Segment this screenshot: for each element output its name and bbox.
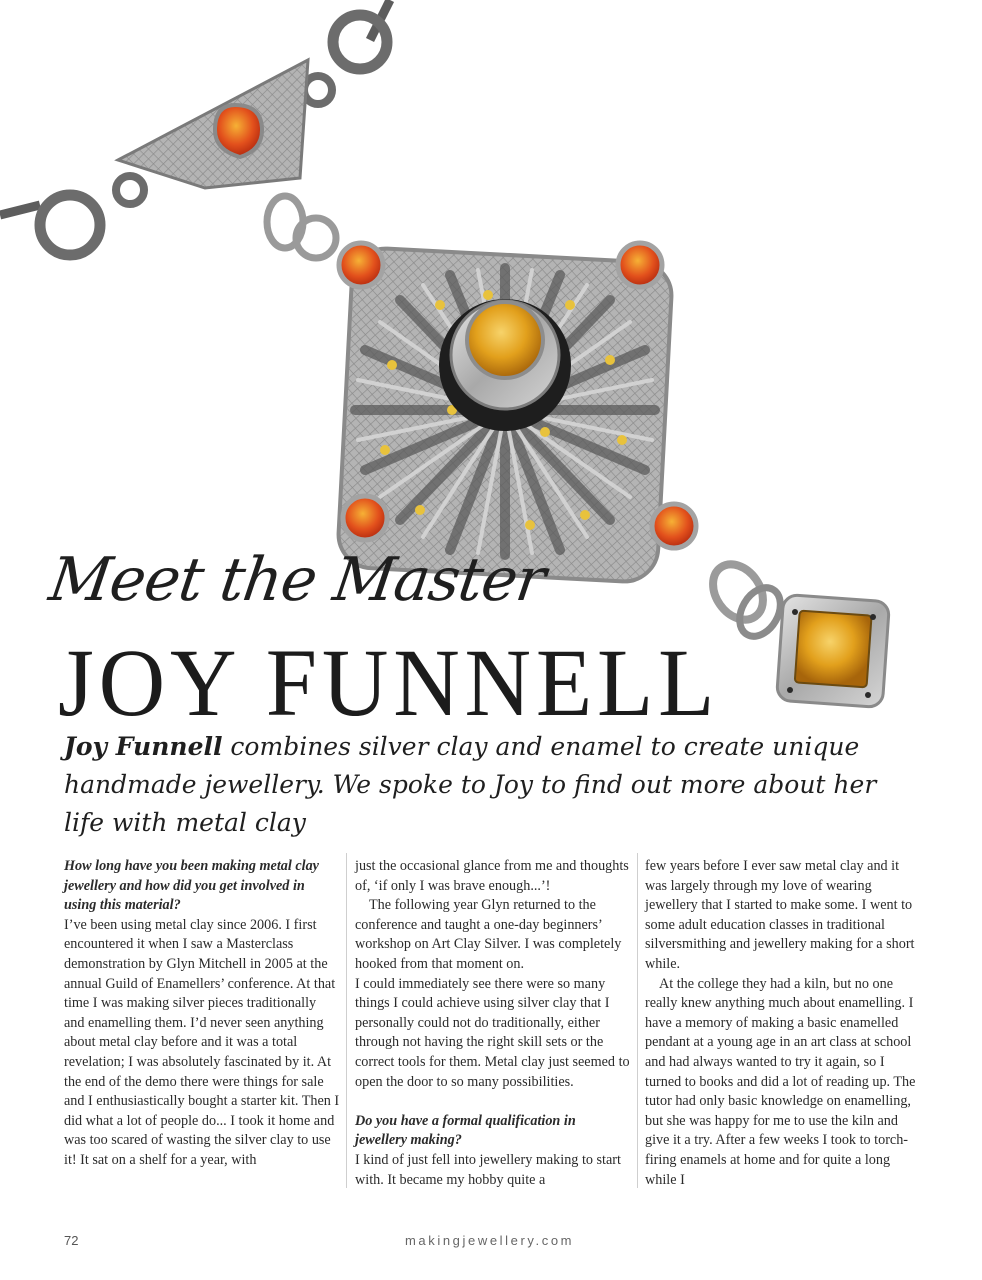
column-1 <box>64 857 340 1171</box>
column-rule <box>637 853 638 1188</box>
standfirst-lead: Joy Funnell <box>64 732 223 761</box>
drop-pendant <box>703 555 890 708</box>
paragraph-3: I could immediately see there were so many things I could achieve using silver clay that I personally could not do traditionally, either through not having the right skill sets or the correct tools for them. Metal clay just seemed to open the door to so many possibilities. <box>355 975 630 1090</box>
column-3 <box>645 857 921 1190</box>
website-url: makingjewellery.com <box>405 1233 575 1248</box>
diamond-pendant <box>337 243 696 583</box>
standfirst-text: combines silver clay and enamel to create unique handmade jewellery. We spoke to Joy to find out more about her life with metal clay <box>64 732 877 837</box>
section-kicker: Meet the Master <box>45 545 550 615</box>
article-title: JOY FUNNELL <box>58 629 720 736</box>
paragraph-2: The following year Glyn returned to the conference and taught a one-day beginners’ workshop on Art Clay Silver. I was completely hooked from that moment on. <box>355 897 622 972</box>
standfirst <box>64 728 924 842</box>
paragraph-5: At the college they had a kiln, but no one really knew anything much about enamelling. I have a memory of making a basic enamelled pendant at a young age in an art class at school and had always wanted to try it again, so I turned to books and did a lot of reading up. The tutor had only basic knowledge on enamelling, but she was happy for me to use the kiln and give it a try. After a few weeks I took to torch-firing enamels at home and for quite a long while I <box>645 975 916 1188</box>
column-rule <box>346 853 347 1188</box>
column-2 <box>355 857 631 1190</box>
answer-2-continued: few years before I ever saw metal clay and it was largely through my love of wearing jewellery that I started to make some. I went to some adult education classes in traditional silversmithing and jewellery making for a short while. <box>645 858 915 972</box>
answer-2: I kind of just fell into jewellery making to start with. It became my hobby quite a <box>355 1151 621 1188</box>
answer-1-continued: just the occasional glance from me and thoughts of, ‘if only I was brave enough...’! <box>355 858 629 894</box>
question-1: How long have you been making metal clay jewellery and how did you get involved in using this material? <box>64 858 319 914</box>
triangle-bail <box>118 60 308 188</box>
page-number: 72 <box>64 1233 79 1248</box>
answer-1: I’ve been using metal clay since 2006. I first encountered it when I saw a Masterclass demonstration by Glyn Mitchell in 2005 at the annual Guild of Enamellers’ conference. At that time I was making silver pieces traditionally and enamelling them. I’d never seen anything about metal clay before and it was a total revelation; I was absolutely fascinated by it. At the end of the demo there were things for sale and I enthusiastically bought a starter kit. Then I did what a lot of people do... I took it home and was too scared of wasting the silver clay to use it! It sat on a shelf for a year, with <box>64 916 340 1168</box>
question-2: Do you have a formal qualification in jewellery making? <box>355 1112 576 1149</box>
